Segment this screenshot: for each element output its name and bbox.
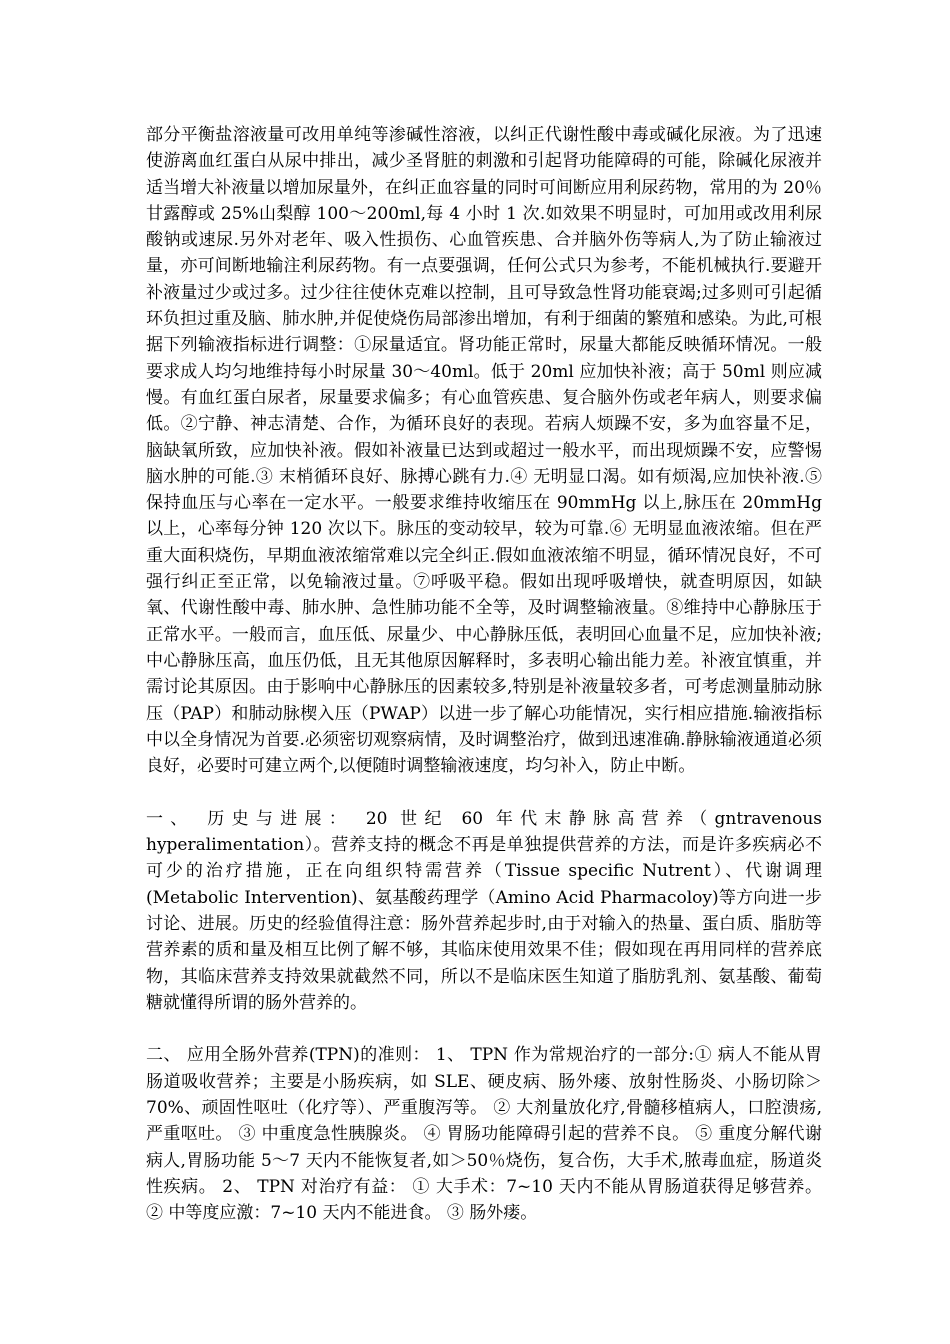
paragraph-fluid-resuscitation: 部分平衡盐溶液量可改用单纯等渗碱性溶液，以纠正代谢性酸中毒或碱化尿液。为了迅速使游离血红蛋白从尿中排出，减少圣肾脏的刺激和引起肾功能障碍的可能，除碱化尿液并适当增大补液量以增加尿量外，在纠正血容量的同时可间断应用利尿药物，常用的为 20％甘露醇或 25%山梨醇 100～200ml,每 4 小时 1 次.如效果不明显时，可加用或改用利尿酸钠或速尿.另外对老年、吸入性损伤、心血管疾患、合并脑外伤等病人,为了防止输液过量，亦可间断地输注利尿药物。有一点要强调，任何公式只为参考，不能机械执行.要避开补液量过少或过多。过少往往使休克难以控制，且可导致急性肾功能衰竭;过多则可引起循环负担过重及脑、肺水肿,并促使烧伤局部渗出增加，有利于细菌的繁殖和感染。为此,可根据下列输液指标进行调整：①尿量适宜。肾功能正常时，尿量大都能反映循环情况。一般要求成人均匀地维持每小时尿量 30～40ml。低于 20ml 应加快补液；高于 50ml 则应减慢。有血红蛋白尿者，尿量要求偏多；有心血管疾患、复合脑外伤或老年病人，则要求偏低。②宁静、神志清楚、合作，为循环良好的表现。若病人烦躁不安，多为血容量不足，脑缺氧所致，应加快补液。假如补液量已达到或超过一般水平，而出现烦躁不安，应警惕脑水肿的可能.③ 末梢循环良好、脉搏心跳有力.④ 无明显口渴。如有烦渴,应加快补液.⑤ 保持血压与心率在一定水平。一般要求维持收缩压在 90mmHg 以上,脉压在 20mmHg 以上，心率每分钟 120 次以下。脉压的变动较早，较为可靠.⑥ 无明显血液浓缩。但在严重大面积烧伤，早期血液浓缩常难以完全纠正.假如血液浓缩不明显，循环情况良好，不可强行纠正至正常，以免输液过量。⑦呼吸平稳。假如出现呼吸增快，就查明原因，如缺氧、代谢性酸中毒、肺水肿、急性肺功能不全等，及时调整输液量。⑧维持中心静脉压于正常水平。一般而言，血压低、尿量少、中心静脉压低，表明回心血量不足，应加快补液;中心静脉压高，血压仍低，且无其他原因解释时，多表明心输出能力差。补液宜慎重，并需讨论其原因。由于影响中心静脉压的因素较多,特别是补液量较多者，可考虑测量肺动脉压（PAP）和肺动脉楔入压（PWAP）以进一步了解心功能情况，实行相应措施.输液指标中以全身情况为首要.必须密切观察病情，及时调整治疗，做到迅速准确.静脉输液通道必须良好，必要时可建立两个,以便随时调整输液速度，均匀补入，防止中断。 [146,125,822,777]
paragraph-spacer [146,779,822,805]
paragraph-tpn-criteria: 二、 应用全肠外营养(TPN)的准则： 1、 TPN 作为常规治疗的一部分:① 病人不能从胃肠道吸收营养；主要是小肠疾病，如 SLE、硬皮病、肠外瘘、放射性肠炎、小肠切除＞70%、顽固性呕吐（化疗等）、严重腹泻等。 ② 大剂量放化疗,骨髓移植病人，口腔溃疡,严重呕吐。 ③ 中重度急性胰腺炎。 ④ 胃肠功能障碍引起的营养不良。 ⑤ 重度分解代谢病人,胃肠功能 5～7 天内不能恢复者,如＞50％烧伤，复合伤，大手术,脓毒血症，肠道炎性疾病。 2、 TPN 对治疗有益： ① 大手术：7~10 天内不能从胃肠道获得足够营养。 ② 中等度应激：7~10 天内不能进食。 ③ 肠外瘘。 [146,1045,822,1224]
document-page [146,122,822,1226]
paragraph-spacer [146,1016,822,1042]
paragraph-history-progress: 一、 历史与进展： 20 世纪 60 年代末静脉高营养（gntravenous hyperalimentation）。营养支持的概念不再是单独提供营养的方法，而是许多疾病必不可少的治疗措施，正在向组织特需营养（Tissue specific Nutrent）、代谢调理(Metabolic Intervention)、氨基酸药理学（Amino Acid Pharmacoloy)等方向进一步讨论、进展。历史的经验值得注意：肠外营养起步时,由于对输入的热量、蛋白质、脂肪等营养素的质和量及相互比例了解不够，其临床使用效果不佳；假如现在再用同样的营养底物，其临床营养支持效果就截然不同，所以不是临床医生知道了脂肪乳剂、氨基酸、葡萄糖就懂得所谓的肠外营养的。 [146,808,822,1013]
